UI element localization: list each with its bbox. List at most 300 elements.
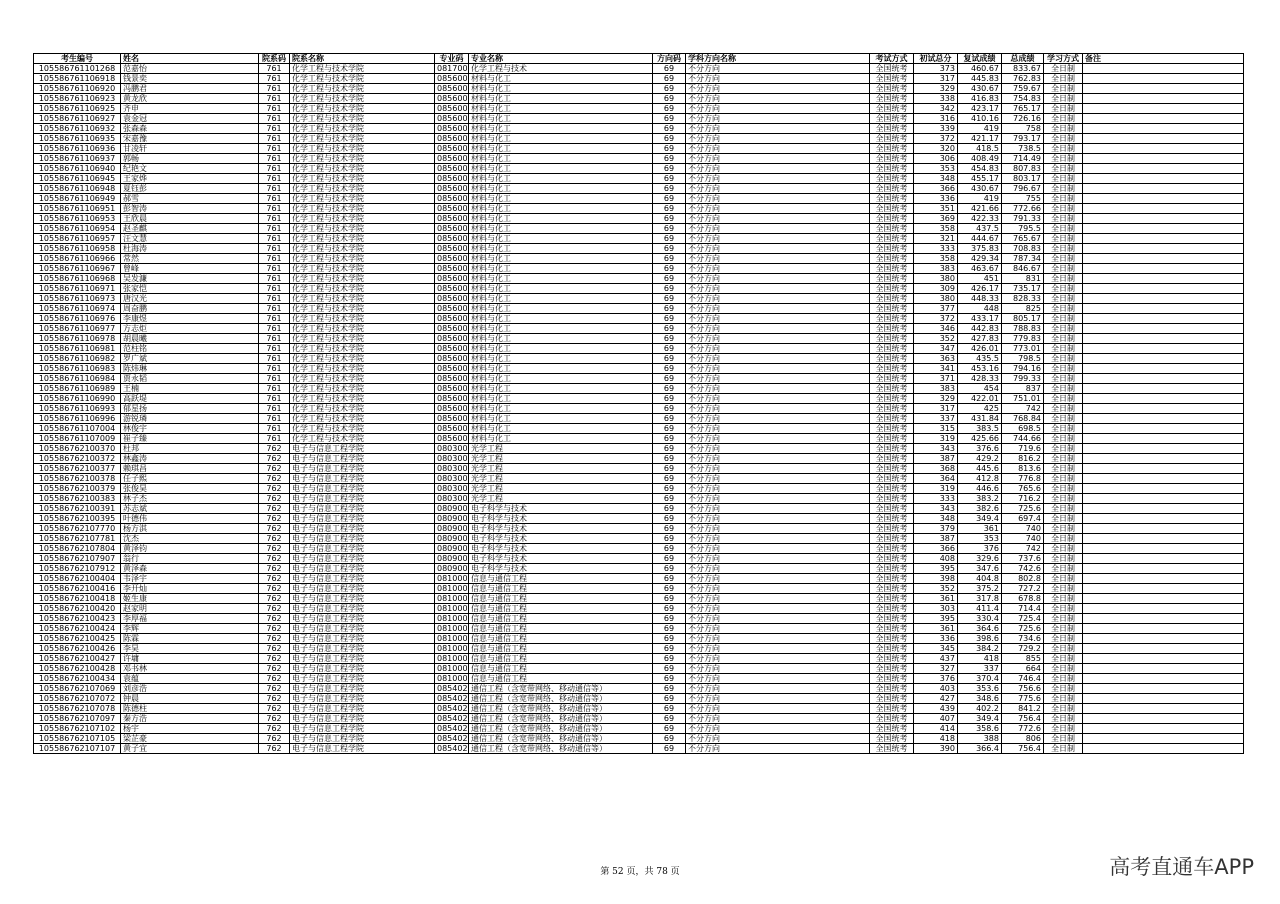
- cell-major-code: 081700: [435, 64, 469, 74]
- cell-total-score: 795.5: [1002, 224, 1044, 234]
- header-name: 姓名: [121, 54, 259, 64]
- cell-exam-type: 全国统考: [870, 434, 914, 444]
- cell-dept-name: 化学工程与技术学院: [290, 124, 435, 134]
- cell-exam-type: 全国统考: [870, 304, 914, 314]
- cell-direction-code: 69: [653, 474, 686, 484]
- cell-major-name: 材料与化工: [469, 234, 653, 244]
- cell-name: 王楠: [121, 384, 259, 394]
- cell-dept-name: 化学工程与技术学院: [290, 434, 435, 444]
- cell-total-score: 807.83: [1002, 164, 1044, 174]
- cell-exam-type: 全国统考: [870, 524, 914, 534]
- cell-dept-code: 762: [259, 514, 290, 524]
- cell-remarks: [1083, 574, 1244, 584]
- cell-initial-score: 333: [914, 494, 958, 504]
- cell-direction-code: 69: [653, 384, 686, 394]
- cell-dept-name: 化学工程与技术学院: [290, 204, 435, 214]
- cell-direction-name: 不分方向: [686, 264, 870, 274]
- cell-examinee-id: 105586762100378: [34, 474, 121, 484]
- cell-remarks: [1083, 554, 1244, 564]
- cell-initial-score: 387: [914, 454, 958, 464]
- cell-major-code: 085600: [435, 104, 469, 114]
- cell-initial-score: 437: [914, 654, 958, 664]
- cell-remarks: [1083, 704, 1244, 714]
- cell-initial-score: 348: [914, 514, 958, 524]
- cell-remarks: [1083, 164, 1244, 174]
- cell-retest-score: 426.17: [958, 284, 1002, 294]
- cell-exam-type: 全国统考: [870, 464, 914, 474]
- table-row: [34, 504, 1244, 514]
- cell-direction-code: 69: [653, 444, 686, 454]
- table-row: [34, 614, 1244, 624]
- cell-direction-code: 69: [653, 594, 686, 604]
- table-row: [34, 374, 1244, 384]
- header-examinee-id: 考生编号: [34, 54, 121, 64]
- cell-initial-score: 337: [914, 414, 958, 424]
- cell-initial-score: 366: [914, 544, 958, 554]
- cell-direction-name: 不分方向: [686, 714, 870, 724]
- cell-name: 陈德柱: [121, 704, 259, 714]
- cell-exam-type: 全国统考: [870, 174, 914, 184]
- cell-name: 张家恺: [121, 284, 259, 294]
- cell-dept-name: 化学工程与技术学院: [290, 324, 435, 334]
- cell-study-mode: 全日制: [1044, 674, 1083, 684]
- cell-dept-code: 761: [259, 274, 290, 284]
- cell-study-mode: 全日制: [1044, 194, 1083, 204]
- cell-study-mode: 全日制: [1044, 664, 1083, 674]
- cell-examinee-id: 105586762100427: [34, 654, 121, 664]
- cell-retest-score: 348.6: [958, 694, 1002, 704]
- cell-remarks: [1083, 334, 1244, 344]
- cell-total-score: 796.67: [1002, 184, 1044, 194]
- cell-direction-name: 不分方向: [686, 534, 870, 544]
- cell-direction-name: 不分方向: [686, 464, 870, 474]
- cell-initial-score: 366: [914, 184, 958, 194]
- table-row: [34, 154, 1244, 164]
- cell-major-name: 电子科学与技术: [469, 514, 653, 524]
- cell-dept-name: 化学工程与技术学院: [290, 414, 435, 424]
- cell-initial-score: 352: [914, 334, 958, 344]
- cell-direction-code: 69: [653, 254, 686, 264]
- cell-study-mode: 全日制: [1044, 534, 1083, 544]
- cell-direction-name: 不分方向: [686, 104, 870, 114]
- cell-direction-code: 69: [653, 664, 686, 674]
- cell-major-code: 085600: [435, 244, 469, 254]
- cell-retest-score: 419: [958, 124, 1002, 134]
- cell-dept-code: 761: [259, 114, 290, 124]
- cell-total-score: 793.17: [1002, 134, 1044, 144]
- cell-name: 罗广斌: [121, 354, 259, 364]
- cell-retest-score: 454.83: [958, 164, 1002, 174]
- cell-major-name: 材料与化工: [469, 154, 653, 164]
- cell-name: 张俊昊: [121, 484, 259, 494]
- cell-remarks: [1083, 254, 1244, 264]
- cell-dept-name: 电子与信息工程学院: [290, 744, 435, 754]
- table-row: [34, 694, 1244, 704]
- cell-dept-code: 761: [259, 304, 290, 314]
- cell-name: 杨方淇: [121, 524, 259, 534]
- cell-initial-score: 376: [914, 674, 958, 684]
- cell-remarks: [1083, 734, 1244, 744]
- cell-examinee-id: 105586761106954: [34, 224, 121, 234]
- cell-name: 李辉: [121, 624, 259, 634]
- cell-dept-code: 762: [259, 674, 290, 684]
- cell-exam-type: 全国统考: [870, 124, 914, 134]
- cell-dept-code: 762: [259, 724, 290, 734]
- cell-study-mode: 全日制: [1044, 124, 1083, 134]
- cell-name: 崔子臻: [121, 434, 259, 444]
- cell-initial-score: 338: [914, 94, 958, 104]
- cell-retest-score: 453.16: [958, 364, 1002, 374]
- cell-dept-code: 762: [259, 564, 290, 574]
- cell-name: 方志炬: [121, 324, 259, 334]
- cell-major-name: 信息与通信工程: [469, 584, 653, 594]
- header-retest-score: 复试成绩: [958, 54, 1002, 64]
- cell-remarks: [1083, 594, 1244, 604]
- cell-exam-type: 全国统考: [870, 234, 914, 244]
- cell-initial-score: 380: [914, 294, 958, 304]
- cell-name: 邓书林: [121, 664, 259, 674]
- cell-examinee-id: 105586761107009: [34, 434, 121, 444]
- cell-major-name: 材料与化工: [469, 194, 653, 204]
- cell-exam-type: 全国统考: [870, 324, 914, 334]
- table-row: [34, 644, 1244, 654]
- cell-examinee-id: 105586761106977: [34, 324, 121, 334]
- cell-name: 宋嘉豫: [121, 134, 259, 144]
- cell-major-code: 085600: [435, 134, 469, 144]
- cell-examinee-id: 105586761106984: [34, 374, 121, 384]
- cell-major-name: 材料与化工: [469, 304, 653, 314]
- cell-dept-name: 电子与信息工程学院: [290, 614, 435, 624]
- cell-direction-name: 不分方向: [686, 194, 870, 204]
- cell-study-mode: 全日制: [1044, 544, 1083, 554]
- cell-name: 赖琪昌: [121, 464, 259, 474]
- cell-initial-score: 303: [914, 604, 958, 614]
- cell-remarks: [1083, 104, 1244, 114]
- cell-total-score: 751.01: [1002, 394, 1044, 404]
- cell-dept-code: 761: [259, 404, 290, 414]
- cell-total-score: 772.6: [1002, 724, 1044, 734]
- cell-total-score: 735.17: [1002, 284, 1044, 294]
- cell-remarks: [1083, 274, 1244, 284]
- cell-initial-score: 320: [914, 144, 958, 154]
- cell-total-score: 825: [1002, 304, 1044, 314]
- cell-exam-type: 全国统考: [870, 684, 914, 694]
- cell-exam-type: 全国统考: [870, 554, 914, 564]
- cell-dept-code: 761: [259, 94, 290, 104]
- cell-direction-code: 69: [653, 134, 686, 144]
- cell-initial-score: 329: [914, 394, 958, 404]
- cell-study-mode: 全日制: [1044, 624, 1083, 634]
- cell-retest-score: 358.6: [958, 724, 1002, 734]
- cell-direction-name: 不分方向: [686, 64, 870, 74]
- header-exam-type: 考试方式: [870, 54, 914, 64]
- cell-major-code: 085600: [435, 384, 469, 394]
- cell-name: 高跃堤: [121, 394, 259, 404]
- cell-direction-code: 69: [653, 684, 686, 694]
- table-row: [34, 594, 1244, 604]
- cell-study-mode: 全日制: [1044, 524, 1083, 534]
- cell-total-score: 776.8: [1002, 474, 1044, 484]
- cell-examinee-id: 105586762100434: [34, 674, 121, 684]
- cell-total-score: 806: [1002, 734, 1044, 744]
- cell-dept-name: 化学工程与技术学院: [290, 334, 435, 344]
- cell-examinee-id: 105586762100420: [34, 604, 121, 614]
- cell-remarks: [1083, 684, 1244, 694]
- cell-examinee-id: 105586762107107: [34, 744, 121, 754]
- cell-name: 陈炜琳: [121, 364, 259, 374]
- cell-study-mode: 全日制: [1044, 64, 1083, 74]
- cell-dept-code: 762: [259, 544, 290, 554]
- cell-total-score: 768.84: [1002, 414, 1044, 424]
- cell-exam-type: 全国统考: [870, 104, 914, 114]
- cell-examinee-id: 105586762100424: [34, 624, 121, 634]
- cell-dept-code: 761: [259, 284, 290, 294]
- cell-remarks: [1083, 524, 1244, 534]
- cell-name: 贾永韬: [121, 374, 259, 384]
- cell-retest-score: 460.67: [958, 64, 1002, 74]
- table-row: [34, 244, 1244, 254]
- cell-total-score: 759.67: [1002, 84, 1044, 94]
- cell-dept-code: 762: [259, 604, 290, 614]
- cell-major-code: 081000: [435, 644, 469, 654]
- cell-dept-name: 电子与信息工程学院: [290, 664, 435, 674]
- cell-retest-score: 445.83: [958, 74, 1002, 84]
- cell-initial-score: 414: [914, 724, 958, 734]
- cell-major-name: 通信工程（含宽带网络、移动通信等）: [469, 744, 653, 754]
- cell-name: 许墉: [121, 654, 259, 664]
- cell-direction-code: 69: [653, 174, 686, 184]
- cell-major-code: 085600: [435, 434, 469, 444]
- cell-direction-name: 不分方向: [686, 294, 870, 304]
- cell-examinee-id: 105586761106967: [34, 264, 121, 274]
- cell-exam-type: 全国统考: [870, 744, 914, 754]
- cell-major-code: 085600: [435, 404, 469, 414]
- cell-study-mode: 全日制: [1044, 364, 1083, 374]
- cell-direction-code: 69: [653, 304, 686, 314]
- cell-name: 袁蕴: [121, 674, 259, 684]
- cell-retest-score: 426.01: [958, 344, 1002, 354]
- cell-dept-name: 化学工程与技术学院: [290, 294, 435, 304]
- cell-dept-code: 762: [259, 694, 290, 704]
- cell-dept-code: 762: [259, 504, 290, 514]
- cell-exam-type: 全国统考: [870, 274, 914, 284]
- table-row: [34, 604, 1244, 614]
- cell-initial-score: 309: [914, 284, 958, 294]
- cell-name: 袁金冠: [121, 114, 259, 124]
- cell-dept-code: 762: [259, 644, 290, 654]
- admission-list-table: [33, 53, 1244, 754]
- cell-study-mode: 全日制: [1044, 204, 1083, 214]
- cell-major-name: 材料与化工: [469, 384, 653, 394]
- cell-study-mode: 全日制: [1044, 154, 1083, 164]
- cell-remarks: [1083, 724, 1244, 734]
- cell-dept-name: 电子与信息工程学院: [290, 594, 435, 604]
- cell-direction-code: 69: [653, 614, 686, 624]
- cell-direction-name: 不分方向: [686, 324, 870, 334]
- cell-direction-name: 不分方向: [686, 404, 870, 414]
- cell-major-code: 081000: [435, 674, 469, 684]
- cell-name: 彭智涛: [121, 204, 259, 214]
- cell-exam-type: 全国统考: [870, 614, 914, 624]
- cell-dept-code: 762: [259, 574, 290, 584]
- cell-retest-score: 349.4: [958, 514, 1002, 524]
- cell-remarks: [1083, 214, 1244, 224]
- cell-retest-score: 330.4: [958, 614, 1002, 624]
- cell-total-score: 754.83: [1002, 94, 1044, 104]
- cell-direction-code: 69: [653, 424, 686, 434]
- cell-major-code: 085600: [435, 154, 469, 164]
- cell-major-code: 085600: [435, 374, 469, 384]
- cell-study-mode: 全日制: [1044, 584, 1083, 594]
- cell-direction-code: 69: [653, 184, 686, 194]
- cell-direction-name: 不分方向: [686, 484, 870, 494]
- cell-total-score: 726.16: [1002, 114, 1044, 124]
- cell-major-name: 光学工程: [469, 494, 653, 504]
- cell-major-name: 材料与化工: [469, 424, 653, 434]
- cell-direction-name: 不分方向: [686, 364, 870, 374]
- cell-study-mode: 全日制: [1044, 354, 1083, 364]
- cell-direction-code: 69: [653, 674, 686, 684]
- cell-retest-score: 435.5: [958, 354, 1002, 364]
- cell-total-score: 756.4: [1002, 714, 1044, 724]
- cell-direction-name: 不分方向: [686, 454, 870, 464]
- cell-major-name: 材料与化工: [469, 314, 653, 324]
- cell-dept-code: 762: [259, 484, 290, 494]
- table-row: [34, 84, 1244, 94]
- cell-dept-name: 化学工程与技术学院: [290, 214, 435, 224]
- cell-major-name: 材料与化工: [469, 364, 653, 374]
- cell-study-mode: 全日制: [1044, 184, 1083, 194]
- cell-initial-score: 329: [914, 84, 958, 94]
- cell-retest-score: 429.2: [958, 454, 1002, 464]
- cell-major-code: 085600: [435, 284, 469, 294]
- cell-examinee-id: 105586762100426: [34, 644, 121, 654]
- cell-exam-type: 全国统考: [870, 394, 914, 404]
- cell-exam-type: 全国统考: [870, 354, 914, 364]
- cell-exam-type: 全国统考: [870, 254, 914, 264]
- cell-total-score: 698.5: [1002, 424, 1044, 434]
- cell-retest-score: 383.5: [958, 424, 1002, 434]
- cell-examinee-id: 105586762107907: [34, 554, 121, 564]
- header-initial-score: 初试总分: [914, 54, 958, 64]
- cell-major-name: 电子科学与技术: [469, 534, 653, 544]
- cell-retest-score: 375.83: [958, 244, 1002, 254]
- cell-examinee-id: 105586762100377: [34, 464, 121, 474]
- cell-total-score: 765.6: [1002, 484, 1044, 494]
- cell-retest-score: 427.83: [958, 334, 1002, 344]
- cell-direction-name: 不分方向: [686, 544, 870, 554]
- cell-remarks: [1083, 514, 1244, 524]
- cell-remarks: [1083, 414, 1244, 424]
- cell-examinee-id: 105586761106945: [34, 174, 121, 184]
- cell-study-mode: 全日制: [1044, 684, 1083, 694]
- table-row: [34, 184, 1244, 194]
- cell-total-score: 697.4: [1002, 514, 1044, 524]
- cell-major-name: 材料与化工: [469, 374, 653, 384]
- cell-major-name: 材料与化工: [469, 344, 653, 354]
- cell-examinee-id: 105586762100379: [34, 484, 121, 494]
- cell-total-score: 788.83: [1002, 324, 1044, 334]
- cell-dept-name: 化学工程与技术学院: [290, 304, 435, 314]
- cell-initial-score: 353: [914, 164, 958, 174]
- cell-major-code: 085600: [435, 184, 469, 194]
- cell-initial-score: 395: [914, 564, 958, 574]
- cell-remarks: [1083, 714, 1244, 724]
- cell-dept-code: 762: [259, 474, 290, 484]
- cell-major-code: 080900: [435, 504, 469, 514]
- cell-remarks: [1083, 324, 1244, 334]
- cell-direction-name: 不分方向: [686, 114, 870, 124]
- cell-total-score: 742: [1002, 404, 1044, 414]
- cell-exam-type: 全国统考: [870, 694, 914, 704]
- cell-dept-code: 761: [259, 204, 290, 214]
- cell-study-mode: 全日制: [1044, 244, 1083, 254]
- cell-dept-code: 761: [259, 434, 290, 444]
- table-row: [34, 584, 1244, 594]
- cell-major-name: 电子科学与技术: [469, 564, 653, 574]
- cell-exam-type: 全国统考: [870, 204, 914, 214]
- cell-name: 林子杰: [121, 494, 259, 504]
- cell-examinee-id: 105586762107078: [34, 704, 121, 714]
- table-row: [34, 514, 1244, 524]
- cell-study-mode: 全日制: [1044, 724, 1083, 734]
- cell-exam-type: 全国统考: [870, 374, 914, 384]
- table-row: [34, 624, 1244, 634]
- cell-retest-score: 388: [958, 734, 1002, 744]
- cell-study-mode: 全日制: [1044, 394, 1083, 404]
- cell-remarks: [1083, 654, 1244, 664]
- cell-major-name: 材料与化工: [469, 274, 653, 284]
- cell-remarks: [1083, 234, 1244, 244]
- table-row: [34, 364, 1244, 374]
- cell-total-score: 813.6: [1002, 464, 1044, 474]
- cell-name: 杨宇: [121, 724, 259, 734]
- cell-retest-score: 430.67: [958, 184, 1002, 194]
- cell-direction-code: 69: [653, 454, 686, 464]
- cell-retest-score: 411.4: [958, 604, 1002, 614]
- cell-dept-name: 化学工程与技术学院: [290, 384, 435, 394]
- cell-remarks: [1083, 174, 1244, 184]
- cell-major-code: 085600: [435, 194, 469, 204]
- cell-major-name: 材料与化工: [469, 114, 653, 124]
- cell-name: 黄泽森: [121, 564, 259, 574]
- cell-dept-code: 762: [259, 714, 290, 724]
- cell-dept-name: 化学工程与技术学院: [290, 274, 435, 284]
- cell-dept-name: 电子与信息工程学院: [290, 554, 435, 564]
- cell-direction-name: 不分方向: [686, 644, 870, 654]
- cell-exam-type: 全国统考: [870, 134, 914, 144]
- cell-major-name: 材料与化工: [469, 104, 653, 114]
- cell-study-mode: 全日制: [1044, 564, 1083, 574]
- cell-initial-score: 346: [914, 324, 958, 334]
- cell-exam-type: 全国统考: [870, 634, 914, 644]
- table-row: [34, 704, 1244, 714]
- cell-retest-score: 418: [958, 654, 1002, 664]
- cell-direction-name: 不分方向: [686, 654, 870, 664]
- cell-study-mode: 全日制: [1044, 174, 1083, 184]
- cell-remarks: [1083, 314, 1244, 324]
- cell-exam-type: 全国统考: [870, 384, 914, 394]
- cell-dept-code: 761: [259, 64, 290, 74]
- cell-initial-score: 390: [914, 744, 958, 754]
- cell-examinee-id: 105586762100370: [34, 444, 121, 454]
- cell-major-code: 085402: [435, 724, 469, 734]
- cell-direction-code: 69: [653, 154, 686, 164]
- cell-retest-score: 376.6: [958, 444, 1002, 454]
- cell-name: 陈霖: [121, 634, 259, 644]
- cell-examinee-id: 105586762107072: [34, 694, 121, 704]
- table-row: [34, 194, 1244, 204]
